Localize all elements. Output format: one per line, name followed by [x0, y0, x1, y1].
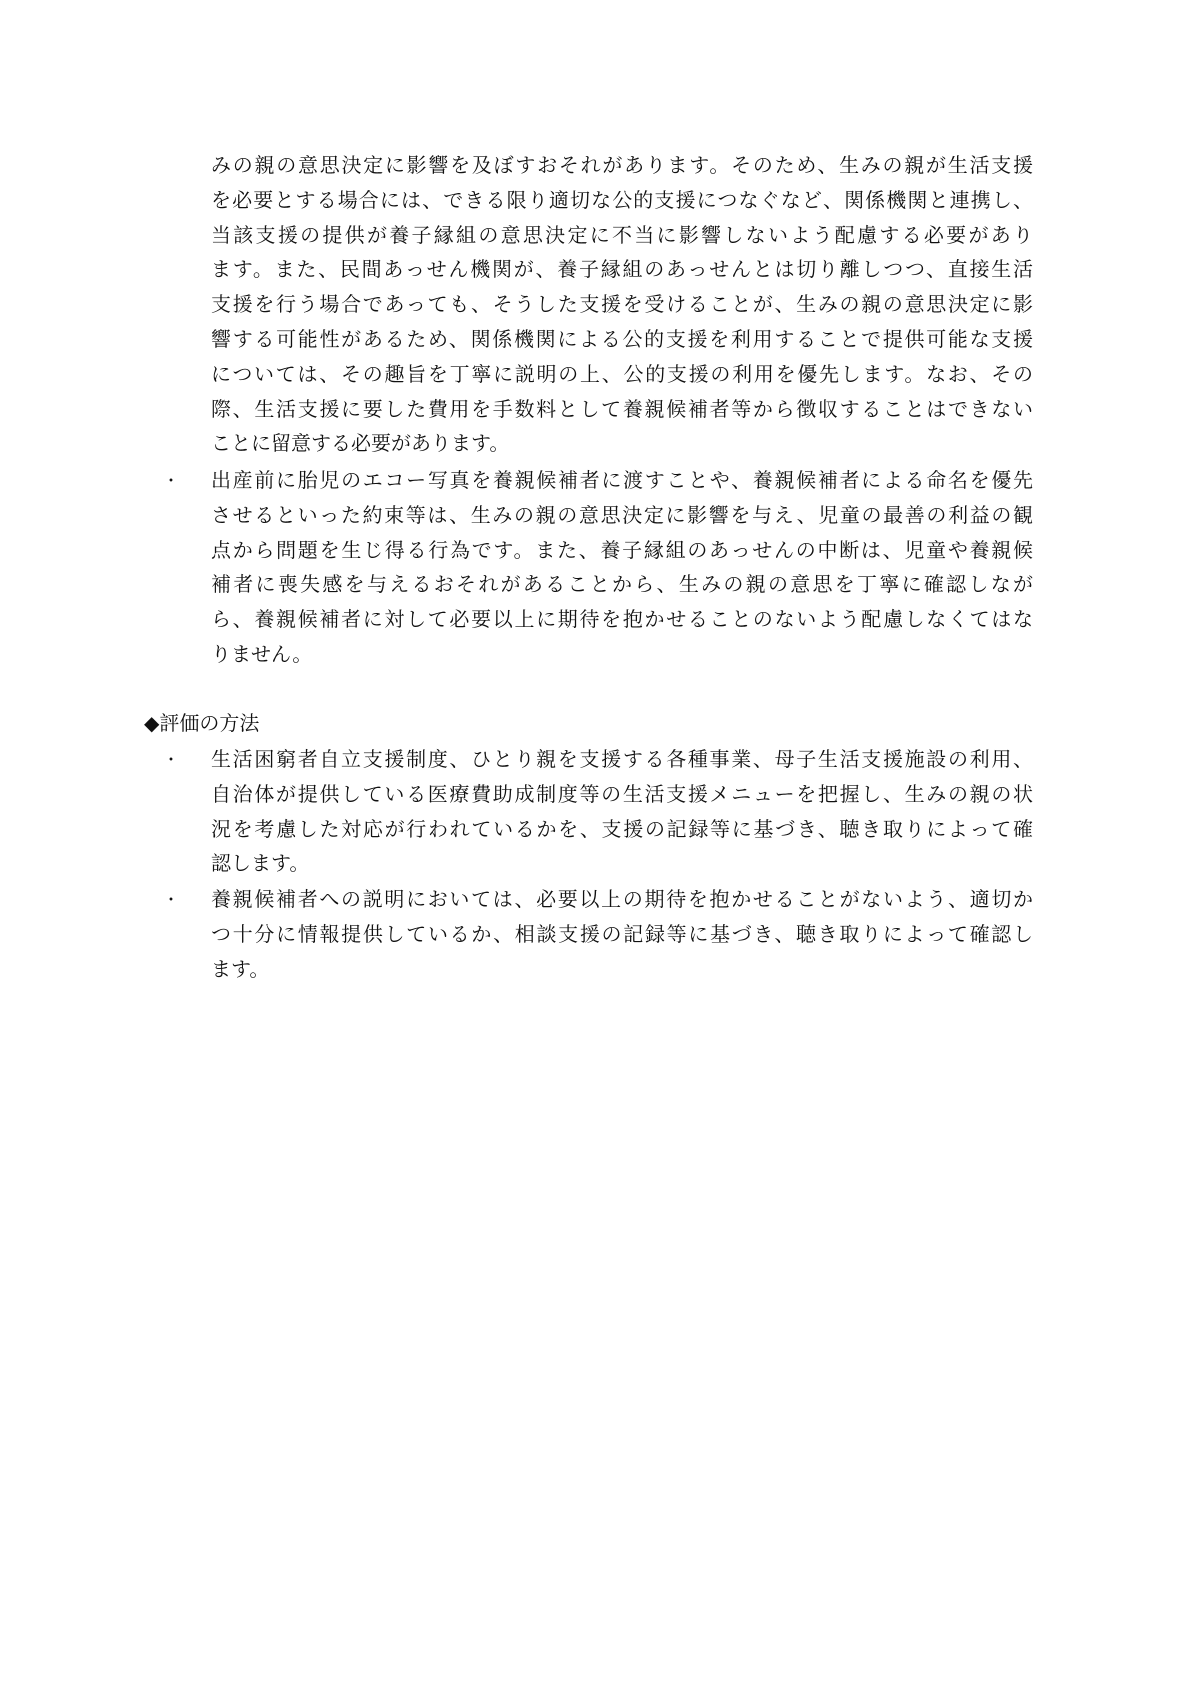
bullet-marker: ・ — [163, 750, 180, 769]
bullet-eval1-line: 認します。 — [211, 851, 310, 876]
bullet-eval2-line: ます。 — [211, 956, 270, 981]
section-heading-evaluation: ◆評価の方法 — [144, 711, 260, 735]
bullet-echo-line: 補者に喪失感を与えるおそれがあることから、生みの親の意思を丁寧に確認しなが — [211, 572, 1033, 597]
bullet-echo-line: ら、養親候補者に対して必要以上に期待を抱かせることのないよう配慮しなくてはな — [211, 607, 1033, 632]
bullet-marker: ・ — [163, 471, 180, 490]
bullet-eval1-line: 生活困窮者自立支援制度、ひとり親を支援する各種事業、母子生活支援施設の利用、 — [211, 747, 1033, 771]
para-continued-line: みの親の意思決定に影響を及ぼすおそれがあります。そのため、生みの親が生活支援 — [211, 153, 1033, 177]
bullet-eval1-line: 自治体が提供している医療費助成制度等の生活支援メニューを把握し、生みの親の状 — [211, 781, 1033, 806]
para-continued-line: 支援を行う場合であっても、そうした支援を受けることが、生みの親の意思決定に影 — [211, 292, 1033, 317]
bullet-eval2-line: つ十分に情報提供しているか、相談支援の記録等に基づき、聴き取りによって確認し — [211, 921, 1033, 946]
para-continued-line: ことに留意する必要があります。 — [211, 431, 510, 456]
para-continued-line: を必要とする場合には、できる限り適切な公的支援につなぐなど、関係機関と連携し、 — [211, 187, 1033, 212]
para-continued-line: 当該支援の提供が養子縁組の意思決定に不当に影響しないよう配慮する必要があり — [211, 222, 1033, 247]
bullet-echo-line: させるといった約束等は、生みの親の意思決定に影響を与え、児童の最善の利益の観 — [211, 502, 1033, 527]
para-continued-line: 響する可能性があるため、関係機関による公的支援を利用することで提供可能な支援 — [211, 327, 1033, 351]
bullet-eval2-line: 養親候補者への説明においては、必要以上の期待を抱かせることがないよう、適切か — [211, 887, 1033, 911]
bullet-echo-line: 点から問題を生じ得る行為です。また、養子縁組のあっせんの中断は、児童や養親候 — [211, 537, 1033, 562]
para-continued-line: 際、生活支援に要した費用を手数料として養親候補者等から徴収することはできない — [211, 396, 1033, 421]
bullet-echo-line: 出産前に胎児のエコー写真を養親候補者に渡すことや、養親候補者による命名を優先 — [211, 468, 1033, 492]
para-continued-line: ます。また、民間あっせん機関が、養子縁組のあっせんとは切り離しつつ、直接生活 — [211, 257, 1033, 282]
bullet-marker: ・ — [163, 890, 180, 909]
bullet-eval1-line: 況を考慮した対応が行われているかを、支援の記録等に基づき、聴き取りによって確 — [211, 816, 1033, 841]
para-continued-line: については、その趣旨を丁寧に説明の上、公的支援の利用を優先します。なお、その — [211, 361, 1033, 386]
bullet-echo-line: りません。 — [211, 642, 313, 666]
